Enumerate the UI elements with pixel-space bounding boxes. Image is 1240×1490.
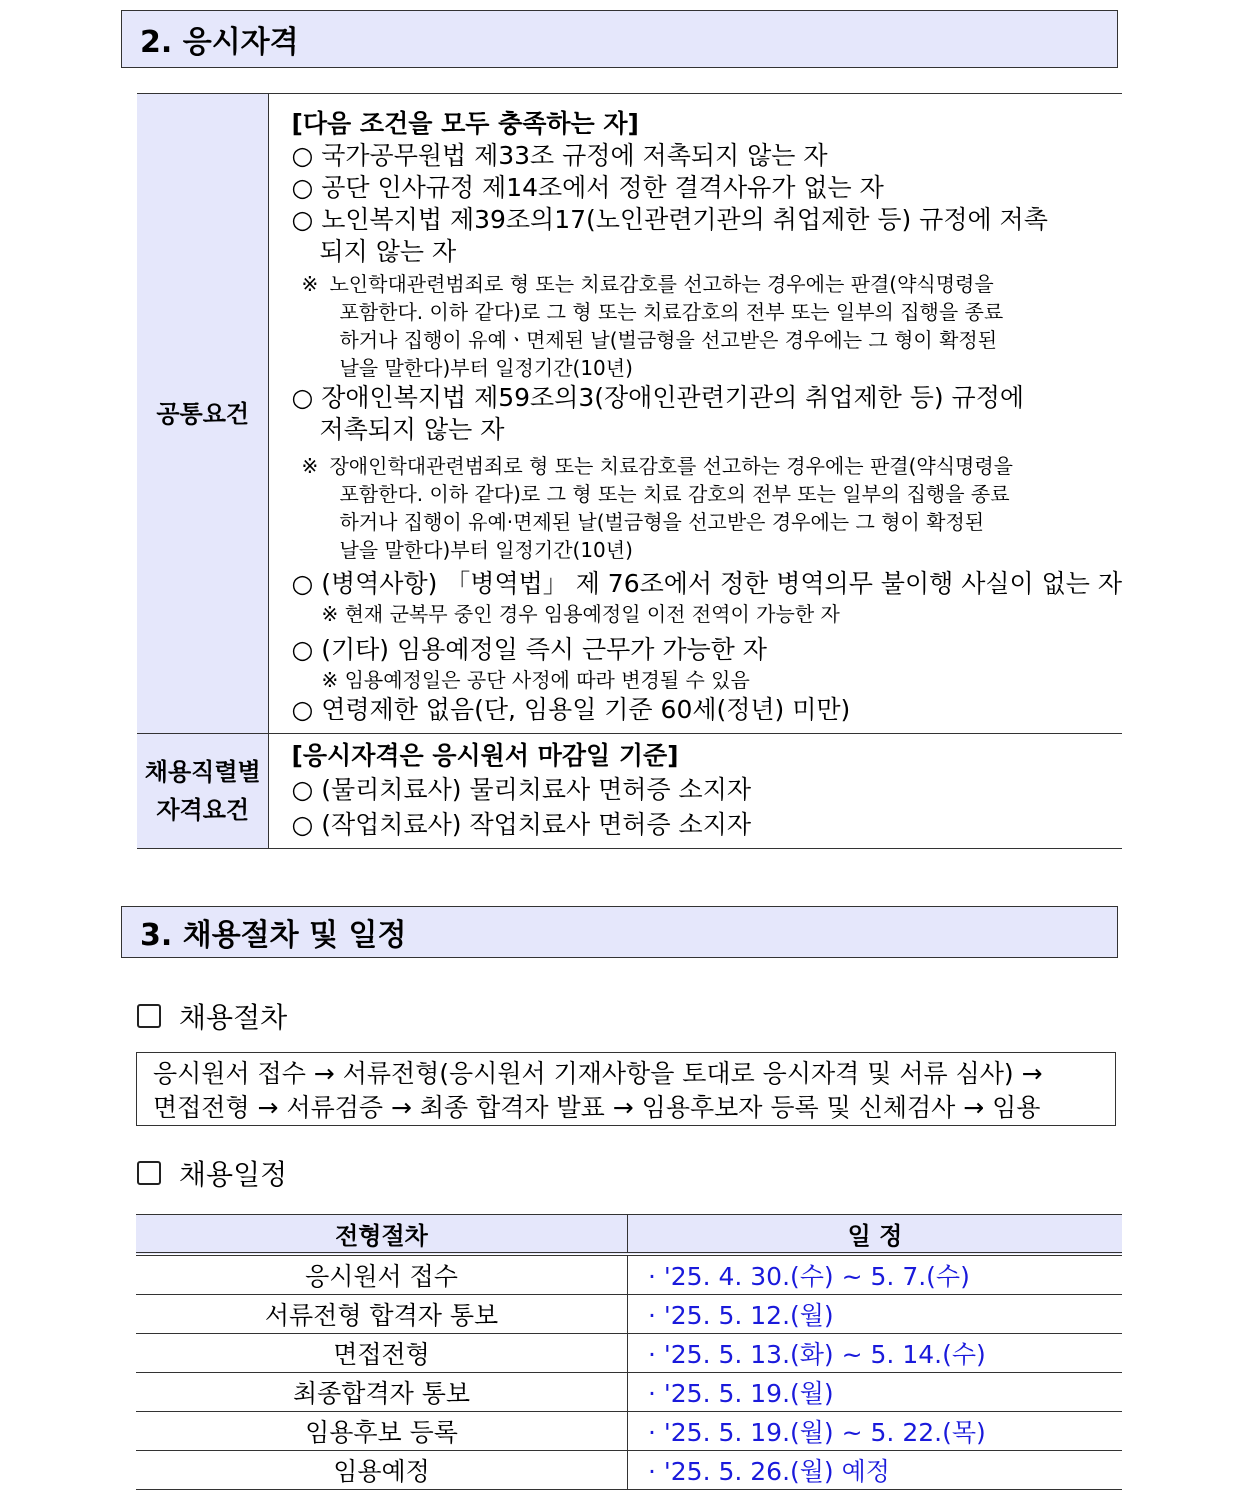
table-row xyxy=(136,1451,1122,1490)
procedure-heading xyxy=(137,996,287,1036)
table-row xyxy=(136,1334,1122,1373)
job-item-2: ○ (작업치료사) 작업치료사 면허증 소지자 xyxy=(291,810,751,839)
section-2-title: 2. 응시자격 xyxy=(140,25,299,60)
common-item-1: ○ 국가공무원법 제33조 규정에 저촉되지 않는 자 xyxy=(291,140,828,170)
schedule-header-date: 일 정 xyxy=(628,1215,1123,1255)
schedule-step: 면접전형 xyxy=(136,1334,628,1373)
square-bullet-icon xyxy=(137,1161,161,1185)
common-item-3: ○ 노인복지법 제39조의17(노인관련기관의 취업제한 등) 규정에 저촉 xyxy=(291,204,1048,234)
common-note-4: ※ 임용예정일은 공단 사정에 따라 변경될 수 있음 xyxy=(321,667,750,692)
job-heading: [응시자격은 응시원서 마감일 기준] xyxy=(291,741,679,770)
qualification-table xyxy=(137,93,1122,849)
common-item-6: ○ (기타) 임용예정일 즉시 근무가 가능한 자 xyxy=(291,634,767,664)
note-mark: ※ xyxy=(301,453,319,478)
procedure-box xyxy=(136,1052,1116,1126)
job-requirements-row xyxy=(137,734,1122,849)
schedule-heading-text: 채용일정 xyxy=(179,1158,288,1191)
schedule-step: 서류전형 합격자 통보 xyxy=(136,1295,628,1334)
job-requirements-label xyxy=(137,734,269,849)
note-1-line-d: 날을 말한다)부터 일정기간(10년) xyxy=(339,355,633,380)
schedule-date: · '25. 5. 19.(월) xyxy=(628,1373,1123,1412)
note-1-line-b: 포함한다. 이하 같다)로 그 형 또는 치료감호의 전부 또는 일부의 집행을 종료 xyxy=(339,299,1004,324)
common-requirements-label xyxy=(137,94,269,734)
job-requirements-content xyxy=(269,734,1122,849)
schedule-step: 응시원서 접수 xyxy=(136,1254,628,1295)
table-row xyxy=(136,1373,1122,1412)
note-1-line-c: 하거나 집행이 유예ㆍ면제된 날(벌금형을 선고받은 경우에는 그 형이 확정된 xyxy=(339,327,998,352)
common-label-text: 공통요건 xyxy=(156,399,250,428)
common-heading: [다음 조건을 모두 충족하는 자] xyxy=(291,108,639,138)
schedule-step: 최종합격자 통보 xyxy=(136,1373,628,1412)
schedule-date: · '25. 4. 30.(수) ~ 5. 7.(수) xyxy=(628,1254,1123,1295)
schedule-step: 임용후보 등록 xyxy=(136,1412,628,1451)
schedule-date: · '25. 5. 12.(월) xyxy=(628,1295,1123,1334)
common-requirements-content xyxy=(269,94,1122,734)
common-item-5: ○ (병역사항) 「병역법」 제 76조에서 정한 병역의무 불이행 사실이 없는 자 xyxy=(291,568,1122,598)
common-item-4: ○ 장애인복지법 제59조의3(장애인관련기관의 취업제한 등) 규정에 xyxy=(291,382,1025,412)
square-bullet-icon xyxy=(137,1004,161,1028)
note-1-line-a: 노인학대관련범죄로 형 또는 치료감호를 선고하는 경우에는 판결(약식명령을 xyxy=(329,271,994,296)
common-item-7: ○ 연령제한 없음(단, 임용일 기준 60세(정년) 미만) xyxy=(291,694,851,724)
common-item-3-cont: 되지 않는 자 xyxy=(319,236,457,266)
common-item-2: ○ 공단 인사규정 제14조에서 정한 결격사유가 없는 자 xyxy=(291,172,884,202)
job-label-line-2: 자격요건 xyxy=(156,796,250,824)
section-3-title: 3. 채용절차 및 일정 xyxy=(140,918,407,953)
schedule-table xyxy=(136,1214,1122,1490)
schedule-date: · '25. 5. 19.(월) ~ 5. 22.(목) xyxy=(628,1412,1123,1451)
note-mark: ※ xyxy=(301,271,319,296)
common-note-2 xyxy=(291,452,1122,564)
note-2-line-d: 날을 말한다)부터 일정기간(10년) xyxy=(339,537,633,562)
schedule-date: · '25. 5. 26.(월) 예정 xyxy=(628,1451,1123,1490)
common-note-1 xyxy=(291,270,1122,382)
schedule-heading xyxy=(137,1153,287,1193)
table-row xyxy=(136,1412,1122,1451)
common-requirements-row xyxy=(137,94,1122,734)
table-row xyxy=(136,1295,1122,1334)
schedule-header-row xyxy=(136,1215,1122,1255)
schedule-step: 임용예정 xyxy=(136,1451,628,1490)
note-2-line-a: 장애인학대관련범죄로 형 또는 치료감호를 선고하는 경우에는 판결(약식명령을 xyxy=(329,453,1013,478)
common-item-4-cont: 저촉되지 않는 자 xyxy=(319,414,505,444)
procedure-line-1: 응시원서 접수 → 서류전형(응시원서 기재사항을 토대로 응시자격 및 서류 심사) → xyxy=(153,1059,1043,1088)
schedule-date: · '25. 5. 13.(화) ~ 5. 14.(수) xyxy=(628,1334,1123,1373)
section-2-header xyxy=(121,10,1118,68)
job-item-1: ○ (물리치료사) 물리치료사 면허증 소지자 xyxy=(291,775,751,804)
table-row xyxy=(136,1254,1122,1295)
procedure-line-2: 면접전형 → 서류검증 → 최종 합격자 발표 → 임용후보자 등록 및 신체검사 → 임용 xyxy=(153,1093,1041,1122)
schedule-header-step: 전형절차 xyxy=(136,1215,628,1255)
job-label-line-1: 채용직렬별 xyxy=(144,758,261,786)
common-note-3: ※ 현재 군복무 중인 경우 임용예정일 이전 전역이 가능한 자 xyxy=(321,601,840,626)
section-3-header xyxy=(121,906,1118,958)
note-2-line-c: 하거나 집행이 유예·면제된 날(벌금형을 선고받은 경우에는 그 형이 확정된 xyxy=(339,509,985,534)
note-2-line-b: 포함한다. 이하 같다)로 그 형 또는 치료 감호의 전부 또는 일부의 집행을 종료 xyxy=(339,481,1010,506)
procedure-heading-text: 채용절차 xyxy=(179,1001,288,1034)
